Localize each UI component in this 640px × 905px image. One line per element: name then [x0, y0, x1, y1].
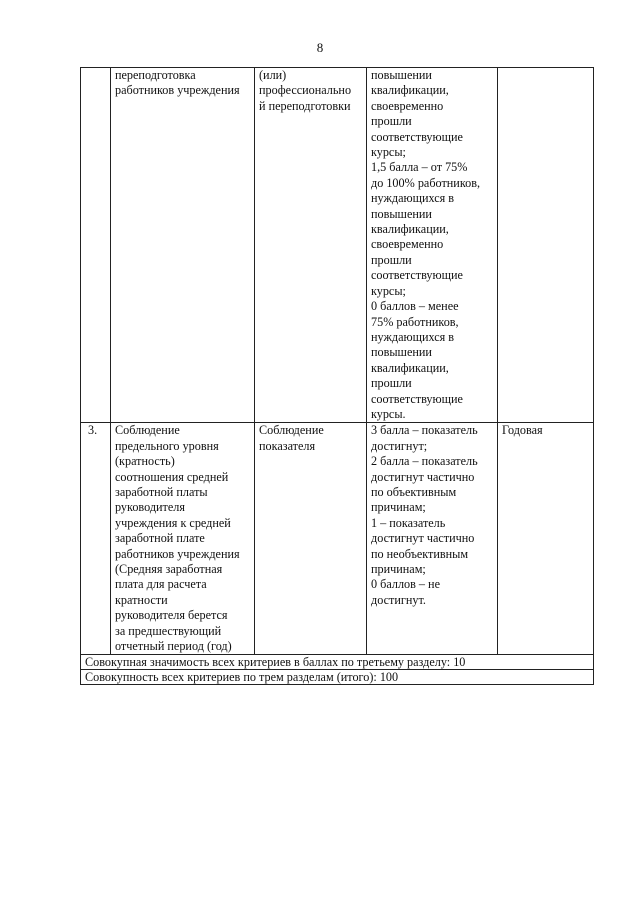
page-number: 8: [316, 40, 324, 55]
cell-indicator: (или) профессионально й переподготовки: [255, 68, 367, 423]
cell-score: повышении квалификации, своевременно прошли соответствующие курсы; 1,5 балла – от 75% до 100% работников, нуждающихся в повышении квалификации, своевременно прошли соответствующие курсы; 0 баллов – менее 75% работников, нуждающихся в повышении квалификации, прошли соответствующие курсы.: [367, 68, 498, 423]
table-row: [81, 423, 594, 655]
summary-section-text: Совокупная значимость всех критериев в баллах по третьему разделу: 10: [81, 655, 594, 670]
cell-period: [498, 68, 594, 423]
cell-number: [81, 68, 111, 423]
cell-indicator: Соблюдение показателя: [255, 423, 367, 655]
summary-row-total: [81, 670, 594, 685]
cell-period: Годовая: [498, 423, 594, 655]
cell-score: 3 балла – показатель достигнут; 2 балла – показатель достигнут частично по объективным причинам; 1 – показатель достигнут частично по необъективным причинам; 0 баллов – не достигнут.: [367, 423, 498, 655]
summary-total-text: Совокупность всех критериев по трем разделам (итого): 100: [81, 670, 594, 685]
criteria-table: [80, 67, 594, 685]
summary-row-section: [81, 655, 594, 670]
cell-criterion: Соблюдение предельного уровня (кратность) соотношения средней заработной платы руководителя учреждения к средней заработной плате работников учреждения (Средняя заработная плата для расчета кратности руководителя берется за предшествующий отчетный период (год): [111, 423, 255, 655]
cell-number: 3.: [81, 423, 111, 655]
table-row: [81, 68, 594, 423]
cell-criterion: переподготовка работников учреждения: [111, 68, 255, 423]
